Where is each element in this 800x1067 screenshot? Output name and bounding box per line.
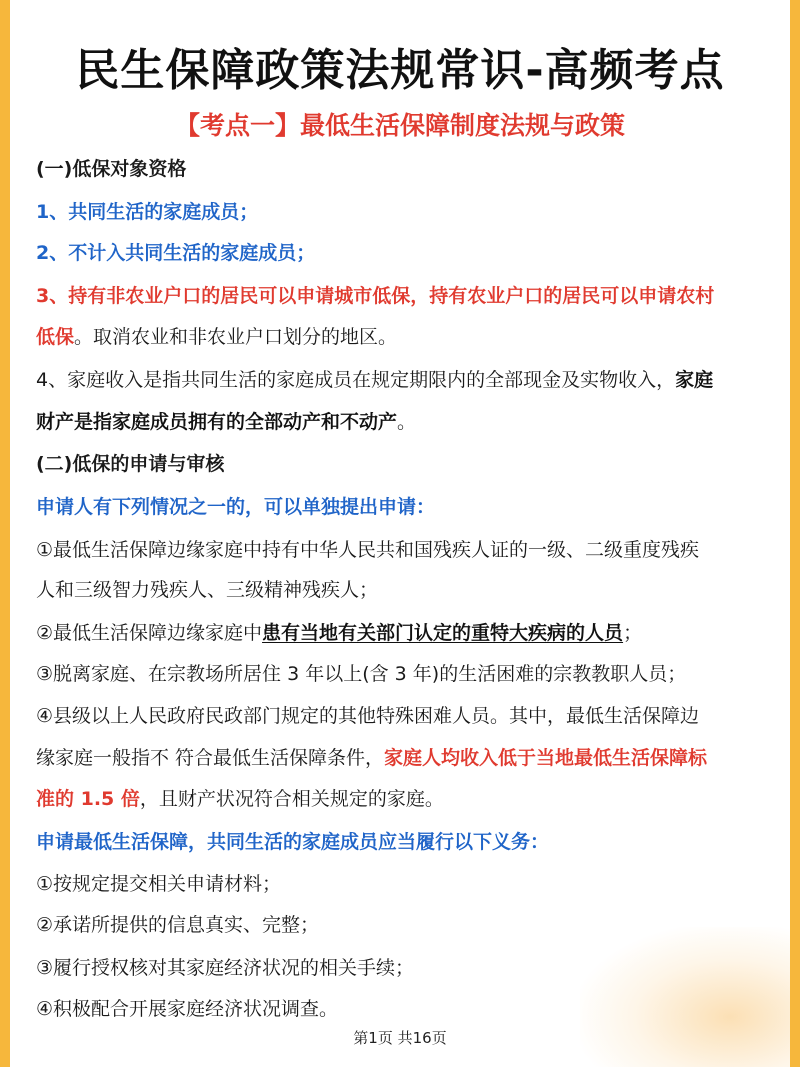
heading-application: (二)低保的申请与审核 xyxy=(36,453,225,475)
case-1-line-1: ①最低生活保障边缘家庭中持有中华人民共和国残疾人证的一级、二级重度残疾 xyxy=(36,539,700,561)
duty-2: ②承诺所提供的信息真实、完整； xyxy=(36,914,320,936)
item4-line2-bold-text: 财产是指家庭成员拥有的全部动产和不动产 xyxy=(36,411,398,433)
item4-normal-text: 4、家庭收入是指共同生活的家庭成员在规定期限内的全部现金及实物收入， xyxy=(36,369,676,391)
case-1-line-2: 人和三级智力残疾人、三级精神残疾人； xyxy=(36,579,379,601)
case-2 xyxy=(36,620,776,646)
document-page xyxy=(10,0,790,1067)
page-title: 民生保障政策法规常识-高频考点 xyxy=(75,45,725,96)
case-3: ③脱离家庭、在宗教场所居住 3 年以上(含 3 年)的生活困难的宗教教职人员； xyxy=(36,663,687,685)
eligibility-item-2: 2、不计入共同生活的家庭成员； xyxy=(36,242,316,264)
section-subtitle: 【考点一】最低生活保障制度法规与政策 xyxy=(174,111,625,140)
duty-1: ①按规定提交相关申请材料； xyxy=(36,873,282,895)
eligibility-item-3-line-1: 3、持有非农业户口的居民可以申请城市低保，持有农业户口的居民可以申请农村 xyxy=(36,285,715,307)
case-4-line-2 xyxy=(36,745,776,771)
case-4-line3-red: 准的 1.5 倍 xyxy=(36,788,140,810)
duty-intro: 申请最低生活保障，共同生活的家庭成员应当履行以下义务： xyxy=(36,831,550,853)
item3-rest-text: 。取消农业和非农业户口划分的地区。 xyxy=(74,326,398,348)
case-2-bold-underlined: 患有当地有关部门认定的重特大疾病的人员 xyxy=(262,622,624,644)
application-intro: 申请人有下列情况之一的，可以单独提出申请： xyxy=(36,496,436,518)
case-4-line3-rest: ，且财产状况符合相关规定的家庭。 xyxy=(139,788,444,810)
eligibility-item-4-line-2 xyxy=(36,409,776,435)
eligibility-item-1: 1、共同生活的家庭成员； xyxy=(36,201,259,223)
case-4-line2-normal: 缘家庭一般指不 符合最低生活保障条件， xyxy=(36,747,385,769)
duty-4: ④积极配合开展家庭经济状况调查。 xyxy=(36,998,339,1020)
duty-3: ③履行授权核对其家庭经济状况的相关手续； xyxy=(36,957,415,979)
item4-bold-text: 家庭 xyxy=(675,369,714,391)
item3-red-text: 低保 xyxy=(36,326,75,348)
case-4-line-1: ④县级以上人民政府民政部门规定的其他特殊困难人员。其中，最低生活保障边 xyxy=(36,705,700,727)
eligibility-item-3-line-2 xyxy=(36,324,776,350)
case-2-end: ； xyxy=(623,622,643,644)
eligibility-item-4-line-1 xyxy=(36,367,776,393)
item4-line2-end: 。 xyxy=(397,411,417,433)
case-4-line-3 xyxy=(36,786,776,812)
case-4-line2-red: 家庭人均收入低于当地最低生活保障标 xyxy=(384,747,708,769)
case-2-normal: ②最低生活保障边缘家庭中 xyxy=(36,622,263,644)
heading-eligibility: (一)低保对象资格 xyxy=(36,158,187,180)
page-indicator: 第1页 共16页 xyxy=(353,1029,447,1047)
